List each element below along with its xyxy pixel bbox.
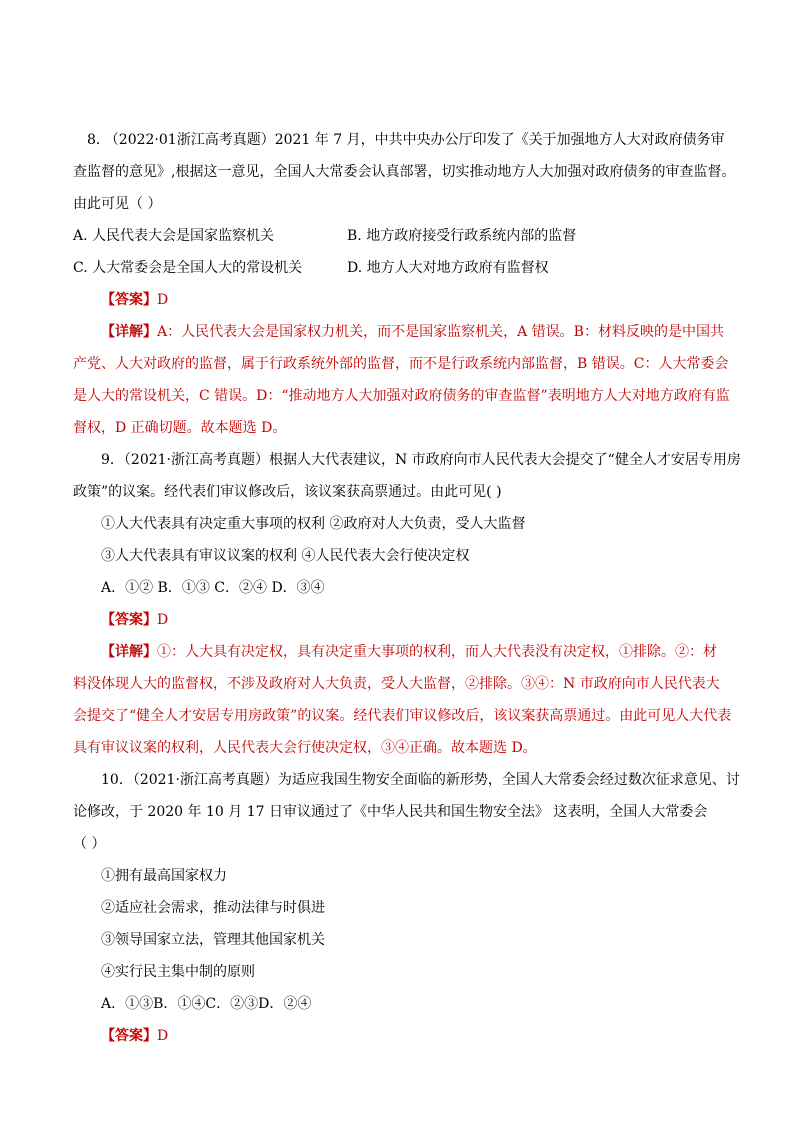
q9-detail-line-4: 具有审议议案的权利，人民代表大会行使决定权，③④正确。故本题选 D。	[73, 740, 537, 756]
q10-choices: A．①③B．①④C．②③D．②④	[101, 996, 312, 1012]
q8-option-b: B. 地方政府接受行政系统内部的监督	[347, 228, 577, 244]
q8-detail-line-4: 督权，D 正确切题。故本题选 D。	[73, 420, 287, 436]
q8-option-a: A. 人民代表大会是国家监察机关	[73, 228, 275, 244]
q9-detail-line-2: 料没体现人大的监督权，不涉及政府对人大负责，受人大监督，②排除。③④：N 市政府向市人民代表大	[73, 676, 720, 692]
q8-detail-line-3: 是人大的常设机关，C 错误。D：“推动地方人大加强对政府债务的审查监督”表明地方人大对地方政府有监	[73, 388, 730, 404]
q10-answer	[101, 1026, 168, 1046]
q9-answer	[101, 610, 168, 630]
q8-option-c: C. 人大常委会是全国人大的常设机关	[73, 260, 303, 276]
answer-label: 【答案】	[101, 1028, 157, 1044]
q8-stem-line-2: 查监督的意见》,根据这一意见，全国人大常委会认真部署，切实推动地方人大加强对政府债务的审查监督。	[73, 164, 736, 180]
q10-option-1: ①拥有最高国家权力	[101, 868, 227, 884]
answer-label: 【答案】	[101, 612, 157, 628]
q9-detail-line-3: 会提交了“健全人才安居专用房政策”的议案。经代表们审议修改后，该议案获高票通过。由此可见人大代表	[73, 708, 732, 724]
q10-option-3: ③领导国家立法，管理其他国家机关	[101, 932, 325, 948]
q9-choices: A．①② B．①③ C．②④ D．③④	[101, 580, 325, 596]
q8-stem-line-1: 8. （2022·01浙江高考真题）2021 年 7 月，中共中央办公厅印发了《关于加强地方人大对政府债务审	[87, 132, 725, 148]
q8-detail-line-2: 产党、人大对政府的监督，属于行政系统外部的监督，而不是行政系统内部监督，B 错误。C：人大常委会	[73, 356, 729, 372]
detail-label: 【详解】	[101, 644, 157, 660]
q8-answer	[101, 290, 168, 310]
q10-option-4: ④实行民主集中制的原则	[101, 964, 255, 980]
q10-stem-line-2: 论修改，于 2020 年 10 月 17 日审议通过了《中华人民共和国生物安全法》 这表明，全国人大常委会	[73, 804, 708, 820]
q8-detail-line-1: 【详解】A：人民代表大会是国家权力机关，而不是国家监察机关，A 错误。B：材料反映的是中国共	[101, 324, 724, 340]
q10-stem-line-3: （ ）	[73, 836, 106, 852]
q8-stem-line-3: 由此可见（ ）	[73, 196, 162, 212]
q9-option-row-1: ①人大代表具有决定重大事项的权利 ②政府对人大负责，受人大监督	[101, 516, 526, 532]
q9-stem-line-2: 政策”的议案。经代表们审议修改后，该议案获高票通过。由此可见( )	[73, 484, 502, 500]
answer-value: D	[157, 292, 169, 308]
answer-value: D	[157, 612, 169, 628]
detail-label: 【详解】	[101, 324, 157, 340]
q9-detail-line-1: 【详解】①：人大具有决定权，具有决定重大事项的权利，而人大代表没有决定权，①排除。②：材	[101, 644, 717, 660]
q8-option-d: D. 地方人大对地方政府有监督权	[347, 260, 549, 276]
answer-value: D	[157, 1028, 169, 1044]
q10-option-2: ②适应社会需求，推动法律与时俱进	[101, 900, 325, 916]
q9-option-row-2: ③人大代表具有审议议案的权利 ④人民代表大会行使决定权	[101, 548, 470, 564]
q9-stem-line-1: 9．（2021·浙江高考真题）根据人大代表建议，N 市政府向市人民代表大会提交了“健全人才安居专用房	[101, 452, 741, 468]
q10-stem-line-1: 10．（2021·浙江高考真题）为适应我国生物安全面临的新形势，全国人大常委会经过数次征求意见、讨	[101, 772, 740, 788]
answer-label: 【答案】	[101, 292, 157, 308]
